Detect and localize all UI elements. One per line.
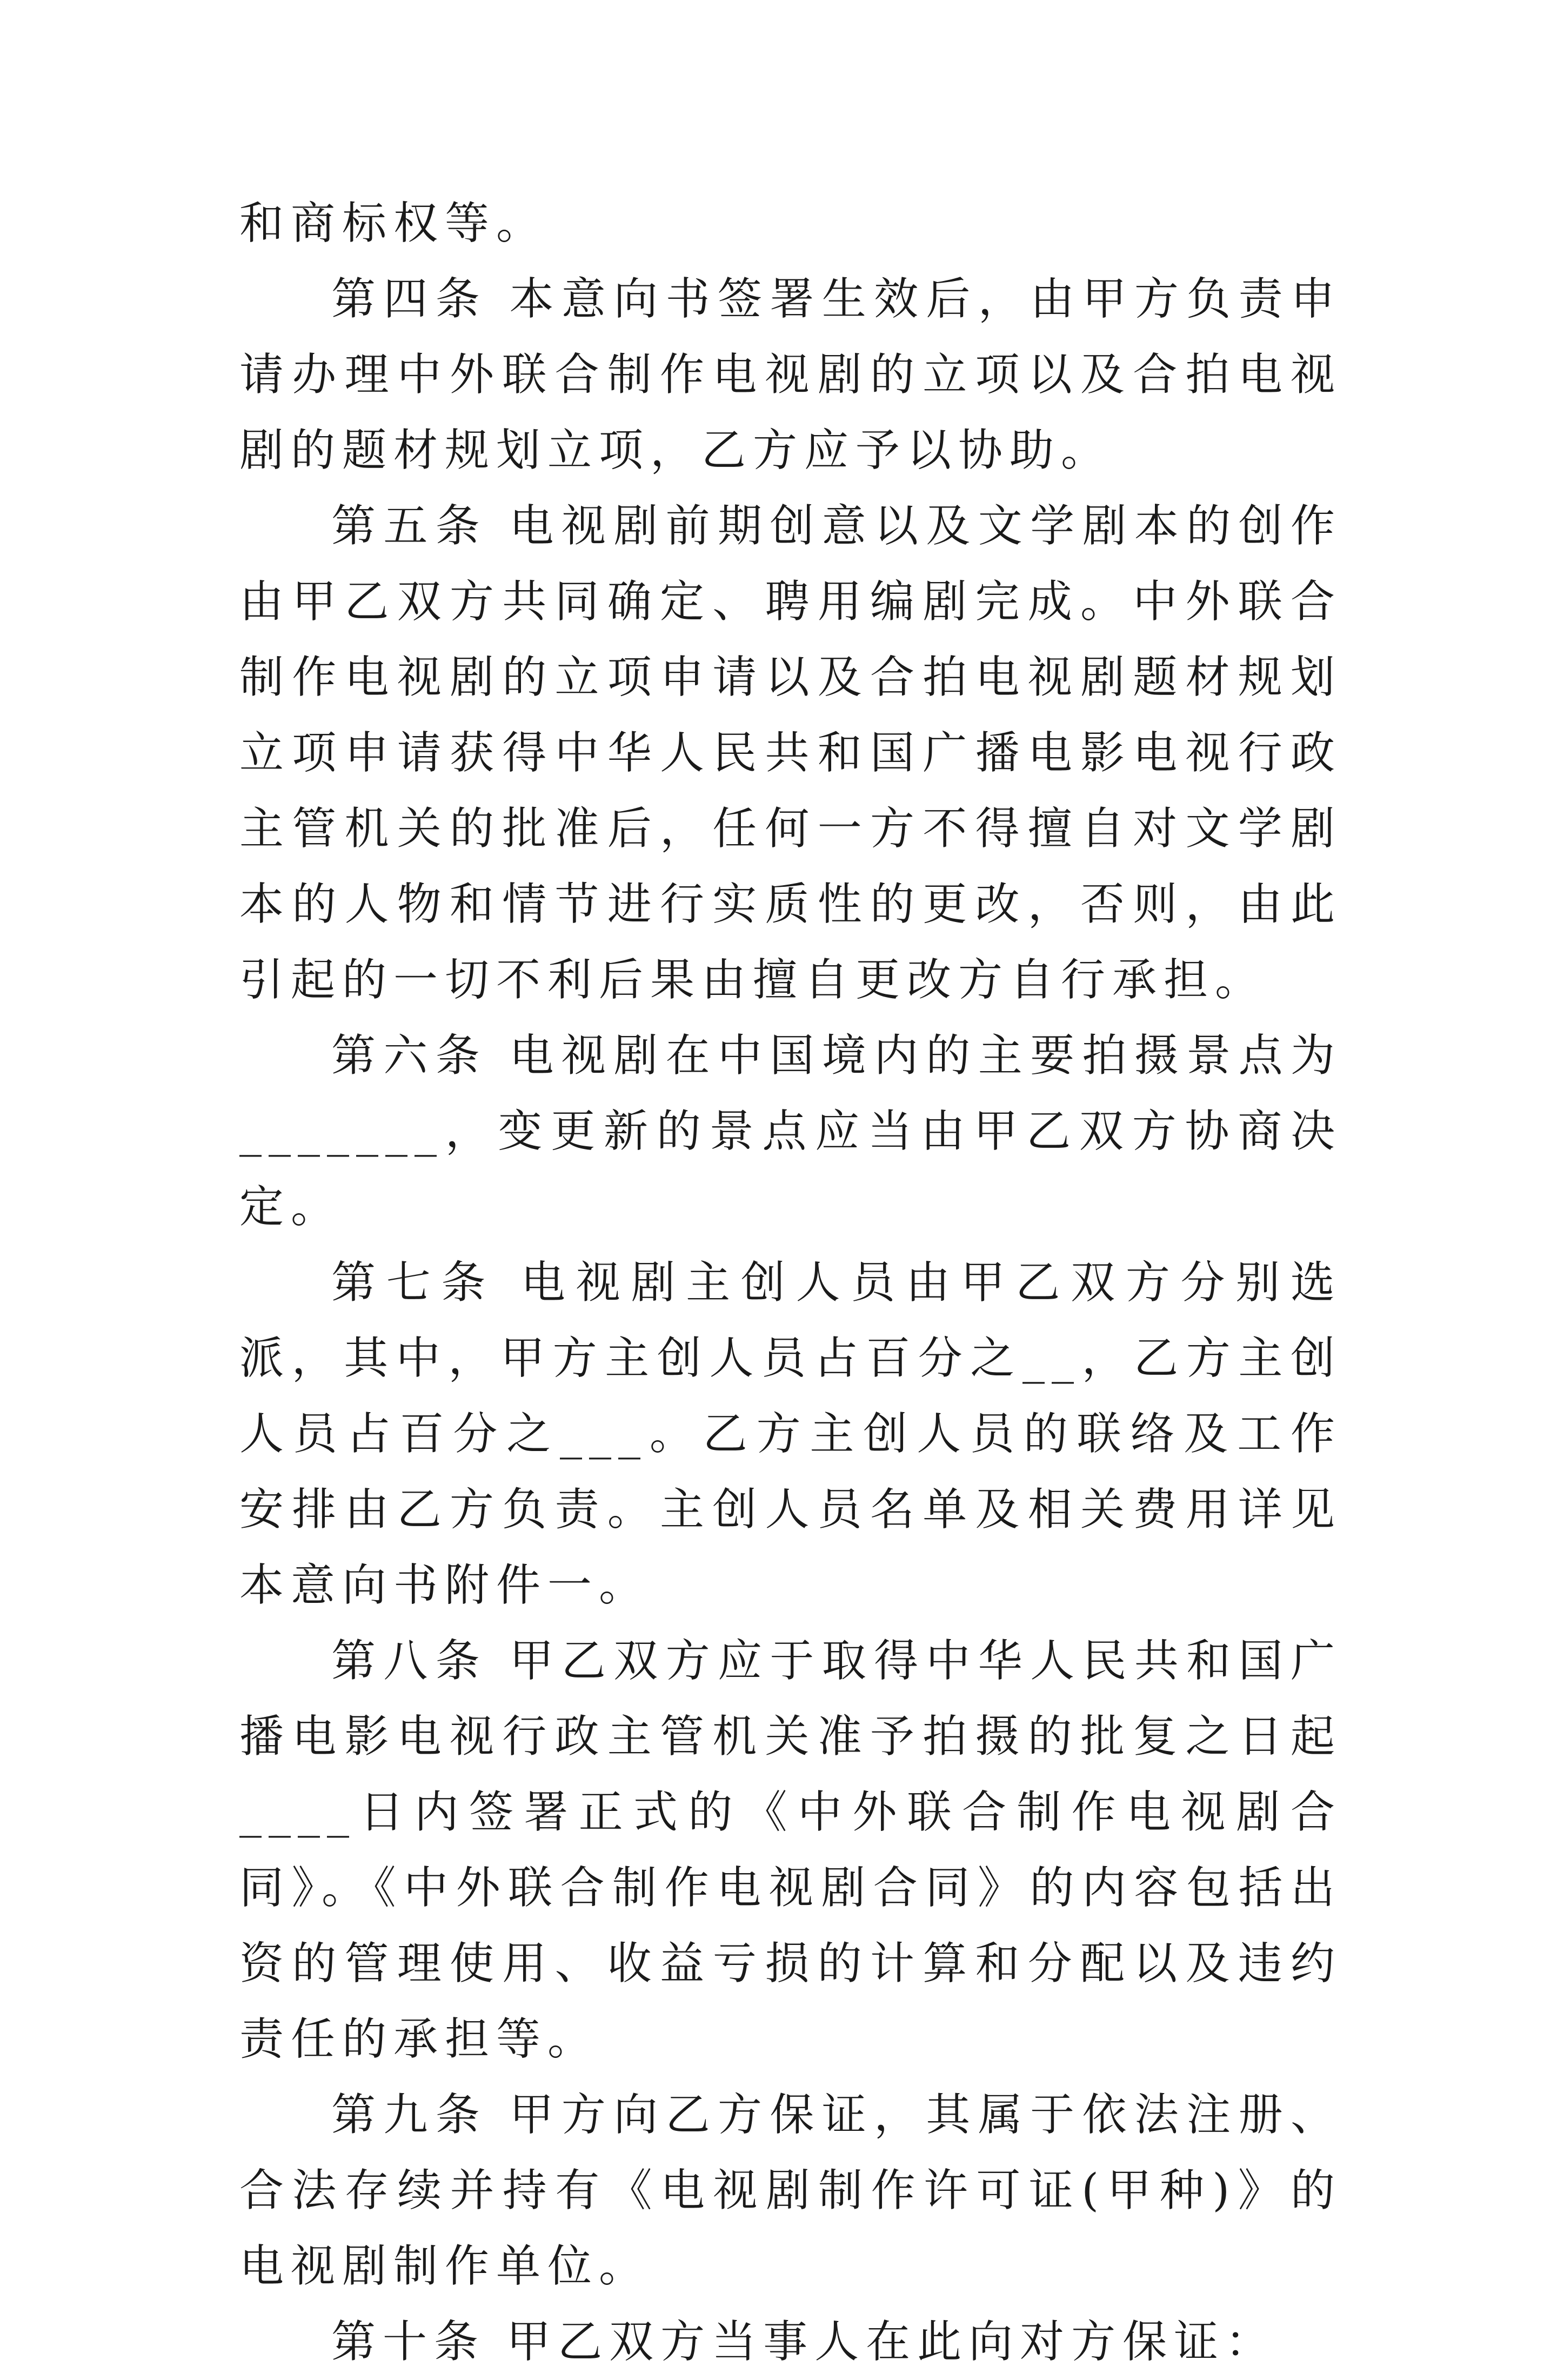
paragraph-continuation: 和商标权等。: [239, 198, 548, 249]
paragraph-article-9: 第九条 甲方向乙方保证，其属于依法注册、合法存续并持有《电视剧制作许可证(甲种)》的电视剧制作单位。: [239, 2089, 1342, 2292]
paragraph-article-7: 第七条 电视剧主创人员由甲乙双方分别选派，其中，甲方主创人员占百分之__，乙方主创人员占百分之___。乙方主创人员的联络及工作安排由乙方负责。主创人员名单及相关费用详见本意向书附件一。: [239, 1257, 1342, 1611]
paragraph-article-5: 第五条 电视剧前期创意以及文学剧本的创作由甲乙双方共同确定、聘用编剧完成。中外联合制作电视剧的立项申请以及合拍电视剧题材规划立项申请获得中华人民共和国广播电影电视行政主管机关的批准后，任何一方不得擅自对文学剧本的人物和情节进行实质性的更改，否则，由此引起的一切不利后果由擅自更改方自行承担。: [239, 500, 1342, 1006]
document-body: [239, 186, 1342, 2380]
paragraph-article-4: 第四条 本意向书签署生效后，由甲方负责申请办理中外联合制作电视剧的立项以及合拍电视剧的题材规划立项，乙方应予以协助。: [239, 273, 1342, 476]
paragraph-article-8: 第八条 甲乙双方应于取得中华人民共和国广播电影电视行政主管机关准予拍摄的批复之日起____日内签署正式的《中外联合制作电视剧合同》。《中外联合制作电视剧合同》的内容包括出资的管理使用、收益亏损的计算和分配以及违约责任的承担等。: [239, 1635, 1342, 2065]
paragraph-article-10: 第十条 甲乙双方当事人在此向对方保证：: [331, 2316, 1277, 2368]
paragraph-article-6: 第六条 电视剧在中国境内的主要拍摄景点为_______，变更新的景点应当由甲乙双方协商决定。: [239, 1030, 1342, 1233]
